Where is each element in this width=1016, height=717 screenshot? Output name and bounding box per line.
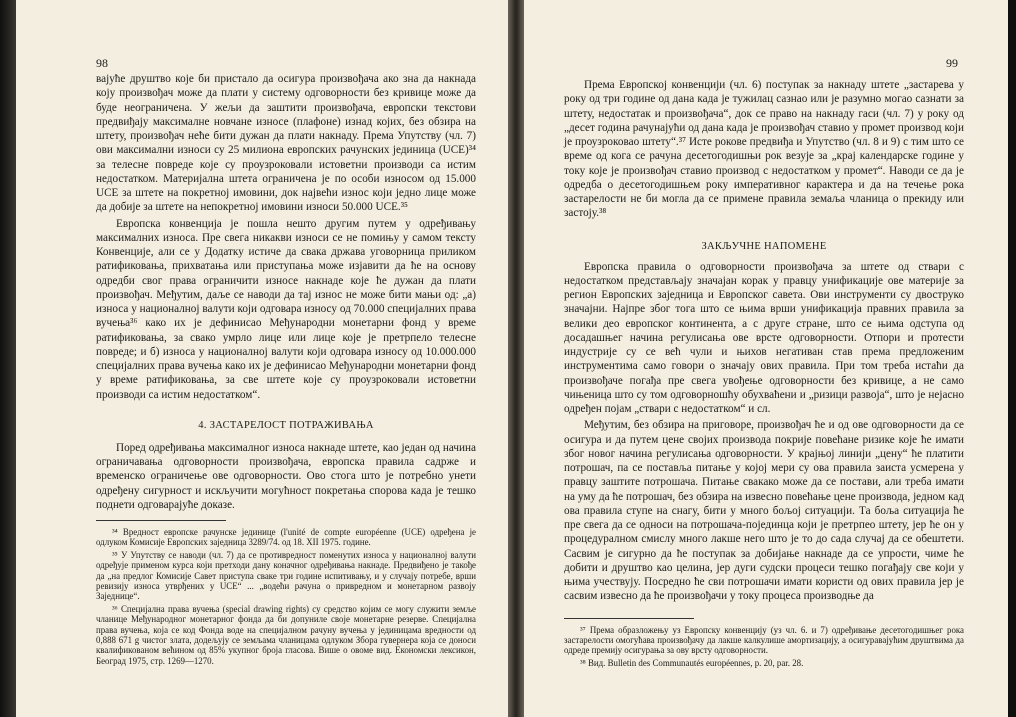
book-right-edge [1008,0,1016,717]
body-paragraph: Европска правила о одговорности произвођача за штете од ствари с недостатком представљају значајан корак у правцу унификације ове материје за регион Европских заједница и Европског савета. Ови инструменти су двоструко значајни. Најпре због тога што се њима врши унификација правних правила за велики део европског континента, а с друге стране, што се њима одступа од досадашњег начина регулисања ове врсте одговорности. Отпори и протести индустрије су се већ чули и њихов негативан став према предложеним инструментима само говори о значају ових правила. При том треба истаћи да произвођаче погађа пре свега увођење одговорности без кривице, а не само чињеница што су том одговорношћу обухваћени и „ризици развоја“, што је нејасно одређен појам „ствари с недостатком“ и сл. [564,260,964,415]
left-page [16,0,508,717]
footnote-divider [96,520,226,521]
footnote-divider [564,618,694,619]
section-heading: ЗАКЉУЧНЕ НАПОМЕНЕ [701,240,827,252]
section-heading: 4. ЗАСТАРЕЛОСТ ПОТРАЖИВАЊА [198,419,374,431]
right-page-content [564,78,964,670]
page-number: 98 [96,56,108,70]
left-page-content [96,72,476,668]
body-paragraph: Према Европској конвенцији (чл. 6) поступак за накнаду штете „застарева у року од три године од дана када је тужилац сазнао или је разумно могао сазнати за штету, недостатак и произвођача“, док се право на накнаду гаси (чл. 7) у року од „десет година рачунајући од дана када је произвођач ставио у промет производ који је проузроковао штету“.³⁷ Исте рокове предвиђа и Упутство (чл. 8 и 9) с тим што се време од кога се рачуна десетогодишњи рок везује за „крај календарске године у току које је произвођач ставио производ с недостатком у промет“. Наводи се да је одредба о десетогодишњем року императивног карактера и да на течење рока застарелости не би могла да се примене правила земаља чланица о прекиду или застоју.³⁸ [564,79,964,220]
footnote: ³⁴ Вредност европске рачунске јединице (l'unité de compte européenne (UCE) одређена је одлуком Комисије Европских заједница 3289/74. од 18. XII 1975. године. [96,527,476,548]
footnote: ³⁷ Према образложењу уз Европску конвенцију (уз чл. 6. и 7) одређивање десетогодишњег рока застарелости омогућава произвођачу да лакше калкулише амортизацију, а осигуравајућим друштвима да одреде премију осигурања за ову врсту одговорности. [564,624,964,656]
page-number: 99 [946,56,958,70]
body-paragraph: вајуће друштво које би пристало да осигура произвођача ако зна да накнада коју произвођач може да плати у систему одговорности без кривице може да буде неограничена. У жељи да заштити произвођача, европски текстови предвиђају максималне новчане износе (плафоне) изнад којих, без обзира на штету, произвођач неће бити дужан да плати накнаду. Према Упутству (чл. 7) ови максимални износи су 25 милиона европских рачунских јединица (UCE)³⁴ за телесне повреде које су проузроковали истоветни производи са истим недостатком. Материјална штета ограничена је по особи износом од 15.000 UCE за штете на покретној имовини, док највећи износ који једно лице може да добије за штете на непокретној имовини износи 50.000 UCE.³⁵ [96,73,476,214]
footnote: ³⁵ У Упутству се наводи (чл. 7) да се противредност поменутих износа у националној валути одређује применом курса који претходи дану коначног одређивања накнаде. Предвиђено је такође да „на предлог Комисије Савет приступа сваке три године испитивању, и у случају потребе, врши ревизију износа утврђених у UCE“ ... „водећи рачуна о привредном и монетарном развоју Заједнице“. [96,549,476,602]
body-paragraph: Европска конвенција је пошла нешто другим путем у одређивању максималних износа. Пре свега никакви износи се не помињу у самом тексту Конвенције, али се у Додатку истиче да свака држава уговорница приликом ратификовања, прихватања или приступања може изјавити да ће на основу одредби свог права ограничити износе накнаде које ће дужан да плати произвођач. Међутим, даље се наводи да тај износ не може бити мањи од: „а) износа у националној валути који одговара износу од 70.000 специјалних права вучења³⁶ како их је дефинисао Међународни монетарни фонд у време ратификовања, за свако умрло лице или лице које је претрпело телесне повреде; и б) износа у националној валути који одговара износу од 10.000.000 специјалних права вучења како их је дефинисао Међународни монетарни фонд у време ратификовања, за све штете које су проузроковали истоветни производи са истим недостатком“. [96,217,476,401]
book-left-edge [0,0,16,717]
right-page [524,0,1008,717]
book-gutter [508,0,524,717]
body-paragraph: Поред одређивања максималног износа накнаде штете, као један од начина ограничавања одговорности произвођача, европска правила садрже и временско ограничење ове одговорности. Ово стога што је потребно унети одређену сигурност и искључити могућност покретања спорова када је тешко поднети одговарајуће доказе. [96,441,476,511]
body-paragraph: Међутим, без обзира на приговоре, произвођач ће и од ове одговорности да се осигура и да путем цене својих производа покрије повећане ризике које ће имати због новог начина регулисања одговорности. У крајњој линији „цену“ ће платити потрошач, па се поставља питање у којој мери су ова правила заиста усмерена у правцу заштите потрошача. Питање свакако може да се постави, али треба имати на уму да ће потрошач, без обзира на извесно повећање цене производа, једном кад ова правила ступе на снагу, бити у много бољој ситуацији. Та боља ситуација ће пре свега да се односи на потрошача-појединца који је претрпео штету, јер ће он у процедуралном смислу много лакше него што је то до сада случај да се обештети. Сасвим је сигурно да ће поступак за добијање накнаде да се упрости, чиме ће добити и друштво као целина, јер дуги судски процеси тешко погађају све који у њима учествују. Посредно ће сви потрошачи имати користи од ових правила јер је сасвим извесно да ће произвођачи у току процеса производње да [564,419,964,603]
footnote: ³⁸ Вид. Bulletin des Communautés européennes, p. 20, par. 28. [580,657,804,668]
footnote: ³⁶ Специјална права вучења (special drawing rights) су средство којим се могу служити земље чланице Међународног монетарног фонда да би допуниле своје монетарне резерве. Специјална права вучења, која се код Фонда воде на специјалном рачуну вучења у јединицама вредности од 0,888 671 g чистог злата, додељују се земљама чланицама одлуком Збора гувернера која се доноси квалификованом већином од 85% укупног броја гласова. Више о овоме вид. Економски лексикон, Београд 1975, стр. 1269—1270. [96,603,476,666]
